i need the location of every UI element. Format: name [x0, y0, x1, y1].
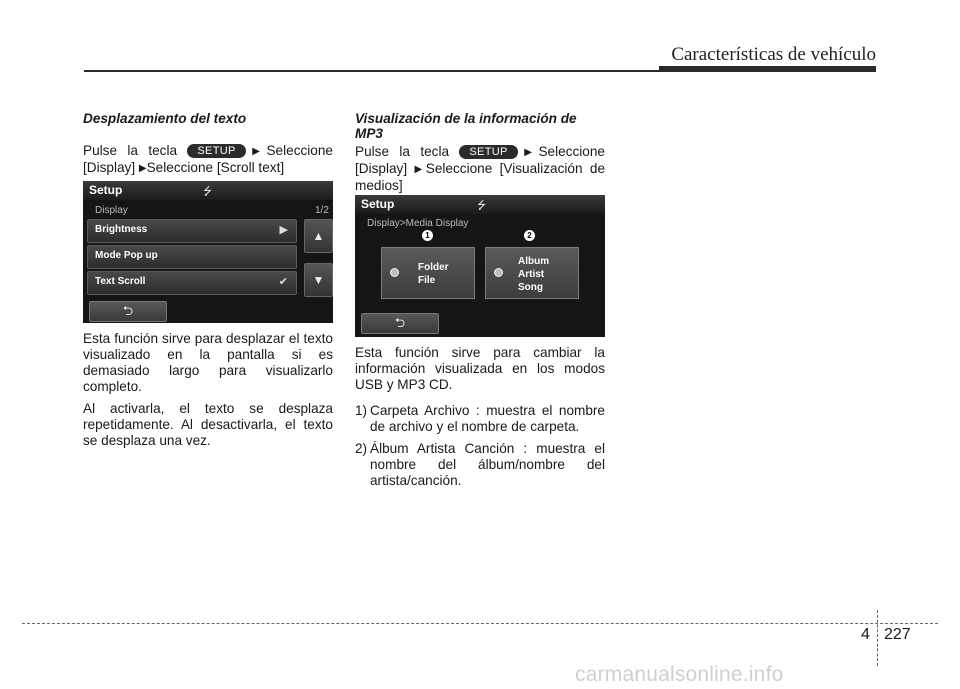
back-button[interactable]: ⮌	[89, 301, 167, 322]
display-scroll-screen	[83, 181, 333, 323]
arrow-right-icon: ▶	[245, 146, 267, 157]
arrow-right-icon: ▶	[517, 147, 539, 158]
screen-title: Setup	[361, 197, 395, 211]
setup-key-icon: SETUP	[187, 144, 245, 158]
right-column-body	[355, 345, 605, 495]
watermark: carmanualsonline.info	[575, 663, 784, 686]
right-instruction-line2: [Display] ▶Seleccione [Visualización de medios]	[355, 161, 605, 193]
screen-title: Setup	[89, 183, 123, 197]
right-instruction: Pulse la tecla SETUP ▶Seleccione	[355, 144, 605, 159]
list-item: 2) Álbum Artista Canción : muestra el nombre del álbum/nombre del artista/canción.	[355, 441, 605, 488]
option-folder-file[interactable]: Folder File	[381, 247, 475, 299]
arrow-right-icon: ▶	[414, 164, 426, 175]
screen-titlebar	[83, 181, 333, 200]
chevron-right-icon: ▶	[279, 224, 288, 236]
left-instruction: Pulse la tecla SETUP ▶Seleccione	[83, 143, 333, 158]
callout-2-badge: 2	[524, 230, 535, 241]
option-album-artist-song[interactable]: Album Artist Song	[485, 247, 579, 299]
arrow-right-icon: ▶	[138, 163, 147, 174]
page-header-title: Características de vehículo	[671, 44, 876, 65]
chapter-number: 4	[861, 626, 870, 643]
usb-icon: ⭍	[477, 200, 487, 212]
scroll-down-button[interactable]: ▼	[304, 263, 333, 297]
footer-divider	[877, 610, 878, 666]
setup-key-icon: SETUP	[459, 145, 517, 159]
media-display-screen	[355, 195, 605, 337]
header-rule-accent	[659, 66, 876, 72]
screen-breadcrumb: Display>Media Display	[367, 218, 469, 229]
screen-subtitle: Display	[95, 205, 128, 216]
radio-icon	[494, 268, 503, 277]
radio-icon	[390, 268, 399, 277]
left-instruction-line2: [Display] ▶Seleccione [Scroll text]	[83, 160, 285, 175]
back-button[interactable]: ⮌	[361, 313, 439, 334]
left-column	[83, 111, 333, 177]
screen-titlebar	[355, 195, 605, 214]
footer-rule	[22, 623, 938, 624]
page-number: 227	[884, 626, 911, 643]
list-item: 1) Carpeta Archivo : muestra el nombre de archivo y el nombre de carpeta.	[355, 403, 605, 434]
right-paragraph-1: Esta función sirve para cambiar la información visualizada en los modos USB y MP3 CD.	[355, 345, 605, 392]
menu-item-brightness[interactable]: Brightness ▶	[87, 219, 297, 243]
checkmark-icon: ✔	[278, 276, 288, 288]
display-options-list	[355, 403, 605, 489]
callout-1-badge: 1	[422, 230, 433, 241]
left-section-heading: Desplazamiento del texto	[83, 111, 247, 126]
right-column	[355, 111, 605, 194]
menu-item-mode-pop-up[interactable]: Mode Pop up	[87, 245, 297, 269]
menu-item-text-scroll[interactable]: Text Scroll ✔	[87, 271, 297, 295]
page-indicator: 1/2	[315, 205, 329, 216]
left-paragraph-1: Esta función sirve para desplazar el texto visualizado en la pantalla si es demasiado largo para visualizarlo completo.	[83, 331, 333, 394]
usb-icon: ⭍	[203, 186, 213, 198]
left-column-body	[83, 331, 333, 449]
left-paragraph-2: Al activarla, el texto se desplaza repetidamente. Al desactivarla, el texto se desplaza una vez.	[83, 401, 333, 448]
right-section-heading: Visualización de la información de MP3	[355, 111, 577, 141]
scroll-up-button[interactable]: ▲	[304, 219, 333, 253]
